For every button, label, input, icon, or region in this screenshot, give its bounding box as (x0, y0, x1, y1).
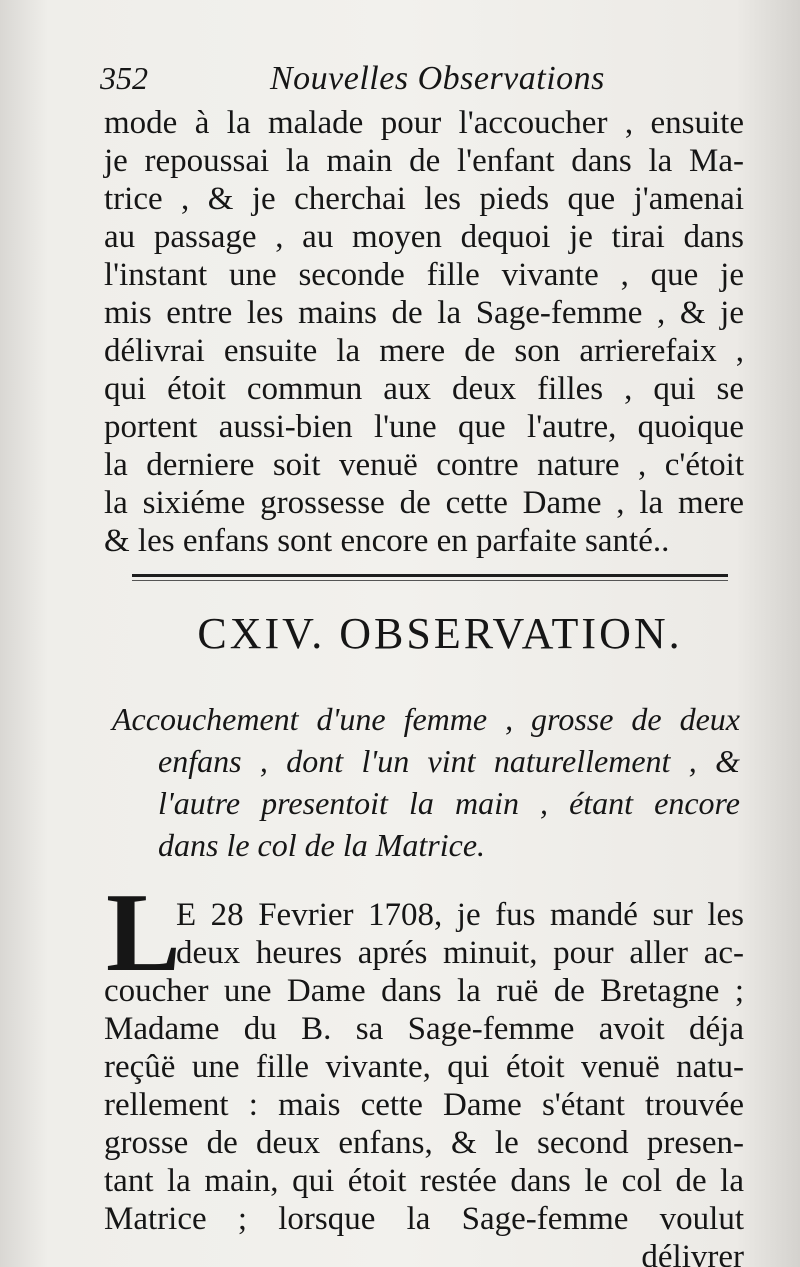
text-line: portent aussi-bien l'une que l'autre, quoique (104, 409, 744, 445)
text-line: coucher une Dame dans la ruë de Bretagne ; (104, 973, 744, 1009)
running-head: Nouvelles Observations (270, 60, 605, 97)
text-line: je repoussai la main de l'enfant dans la Ma- (104, 143, 744, 179)
text-line: délivrai ensuite la mere de son arrierefaix , (104, 333, 744, 369)
observation-title: CXIV. OBSERVATION. (197, 609, 683, 658)
text-line: grosse de deux enfans, & le second presen- (104, 1125, 744, 1161)
summary-line: dans le col de la Matrice. (158, 827, 486, 863)
catchword: délivrer (641, 1239, 744, 1267)
text-line: la derniere soit venuë contre nature , c'étoit (104, 447, 744, 483)
text-line: rellement : mais cette Dame s'étant trouvée (104, 1087, 744, 1123)
text-line: qui étoit commun aux deux filles , qui se (104, 371, 744, 407)
text-line: l'instant une seconde fille vivante , que je (104, 257, 744, 293)
text-line: Madame du B. sa Sage-femme avoit déja (104, 1011, 744, 1047)
text-line: la sixiéme grossesse de cette Dame , la mere (104, 485, 744, 521)
text-line: deux heures aprés minuit, pour aller ac- (176, 935, 744, 971)
text-line: Matrice ; lorsque la Sage-femme voulut (104, 1201, 744, 1237)
text-line: reçûë une fille vivante, qui étoit venuë natu- (104, 1049, 744, 1085)
text-line: & les enfans sont encore en parfaite santé.. (104, 523, 670, 559)
summary-line: enfans , dont l'un vint naturellement , & (158, 743, 740, 779)
section-divider (132, 574, 728, 577)
summary-line: Accouchement d'une femme , grosse de deux (112, 701, 740, 737)
text-line: tant la main, qui étoit restée dans le col de la (104, 1163, 744, 1199)
page-number: 352 (100, 60, 148, 96)
text-line: mis entre les mains de la Sage-femme , & je (104, 295, 744, 331)
text-line: mode à la malade pour l'accoucher , ensuite (104, 105, 744, 141)
drop-cap: L (106, 871, 181, 995)
text-line: au passage , au moyen dequoi je tirai dans (104, 219, 744, 255)
page-header (100, 60, 740, 104)
text-line: trice , & je cherchai les pieds que j'amenai (104, 181, 744, 217)
summary-line: l'autre presentoit la main , étant encore (158, 785, 740, 821)
text-line: E 28 Fevrier 1708, je fus mandé sur les (176, 897, 744, 933)
